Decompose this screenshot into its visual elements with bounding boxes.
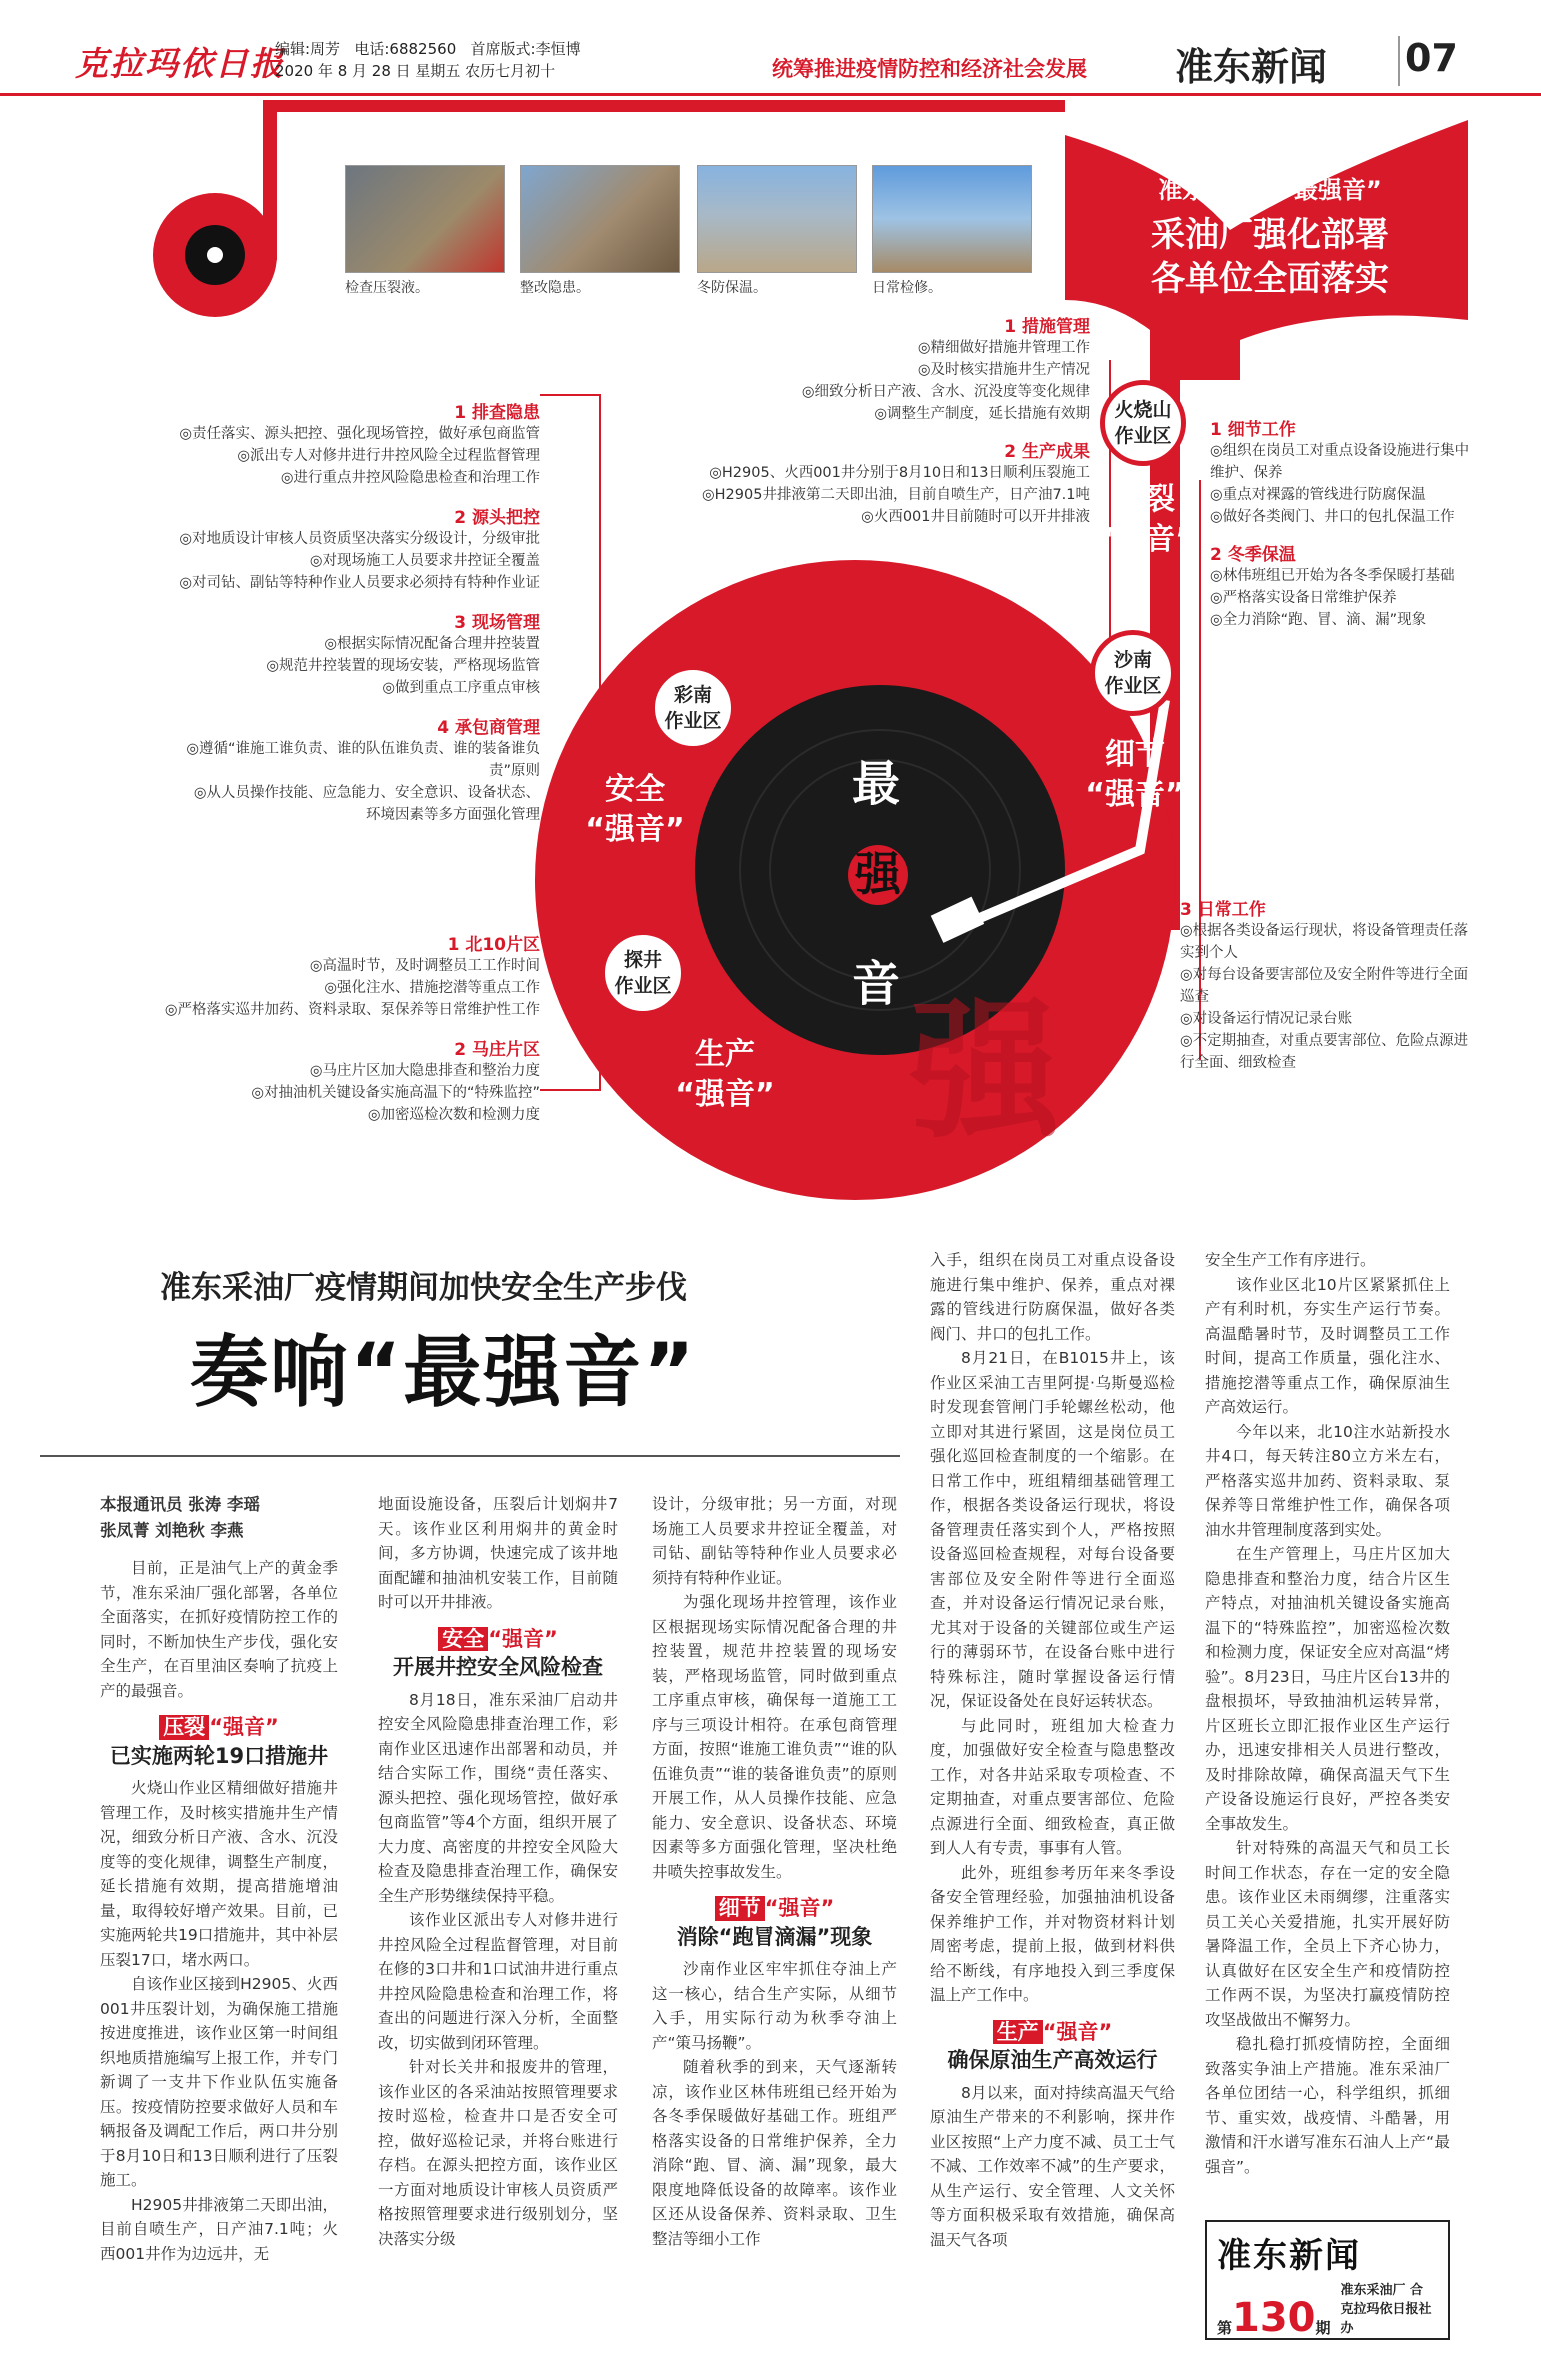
badge-issue-prefix: 第: [1217, 2319, 1233, 2337]
info-item: ◎根据各类设备运行现状，将设备管理责任落实到个人: [1180, 923, 1469, 961]
article-subtitle: 准东采油厂疫情期间加快安全生产步伐: [160, 1270, 687, 1306]
info-item: ◎全力消除“跑、冒、滴、漏”现象: [1210, 612, 1427, 628]
paragraph: 8月以来，面对持续高温天气给原油生产带来的不利影响，探井作业区按照“上产力度不减、员工士气不减、工作效率不减”的生产要求，从生产运行、安全管理、人文关怀等方面积极采取有效措施，确保高温天气各项: [930, 2083, 1175, 2249]
zone-shanan: 沙南 作业区: [1090, 630, 1176, 716]
heading-tail: “强音”: [764, 1896, 835, 1920]
photo-caption: 冬防保温。: [697, 280, 767, 296]
info-item: ◎加密巡检次数和检测力度: [367, 1107, 540, 1123]
info-item: ◎对司钻、副钻等特种作业人员要求必须持有特种作业证: [179, 575, 540, 591]
heading-tag: 压裂: [159, 1715, 209, 1740]
left-info-column: [30, 398, 540, 826]
info-item: ◎对设备运行情况记录台账: [1180, 1011, 1353, 1027]
info-title: 2 生产成果: [1004, 442, 1090, 462]
zone-tanjing: 探井 作业区: [600, 930, 686, 1016]
graphic-title-block: [1095, 170, 1445, 301]
info-title: 3 现场管理: [454, 613, 540, 633]
section-heading: [652, 1896, 897, 1949]
record-char: 音: [852, 956, 901, 1012]
phone: 电话:6882560: [354, 40, 457, 58]
article-column-3: [652, 1492, 897, 2251]
info-item: ◎做到重点工序重点审核: [382, 680, 540, 696]
info-item: ◎对地质设计审核人员资质坚决落实分级设计，分级审批: [179, 531, 540, 547]
proof-editor: 首席版式:李恒博: [470, 40, 581, 58]
photo-4: [872, 165, 1032, 273]
paragraph: 为强化现场井控管理，该作业区根据现场实际情况配备合理的井控装置，规范井控装置的现场安装，严格现场监管，同时做到重点工序重点审核，确保每一道施工工序与三项设计相符。在承包商管理方面，按照“谁施工谁负责”“谁的队伍谁负责”“谁的装备谁负责”的原则开展工作，从人员操作技能、应急能力、安全意识、设备状态、环境因素等多方面强化管理，坚决杜绝井喷失控事故发生。: [652, 1593, 897, 1881]
info-item: ◎对抽油机关键设备实施高温下的“特殊监控”: [251, 1085, 540, 1101]
info-item: ◎根据实际情况配备合理井控装置: [324, 636, 540, 652]
paragraph: 8月21日，在B1015井上，该作业区采油工吉里阿提·乌斯曼巡检时发现套管闸门手轮螺丝松动，他立即对其进行紧固，这是岗位员工强化巡回检查制度的一个缩影。在日常工作中，班组精细基础管理工作，根据各类设备运行现状，将设备管理责任落实到个人，严格按照设备巡回检查规程，对每台设备要害部位及安全附件等进行全面巡查，并对设备运行情况记录台账，尤其对于设备的关键部位或生产运行的薄弱环节，在设备台账中进行特殊标注，随时掌握设备运行情况，保证设备处在良好运转状态。: [930, 1349, 1175, 1710]
section-heading: [100, 1715, 338, 1768]
zone-cainan: 彩南 作业区: [650, 665, 736, 751]
info-title: 1 排查隐患: [454, 403, 540, 423]
badge-issue-suffix: 期: [1315, 2319, 1331, 2337]
info-item: ◎责任落实、源头把控、强化现场管控，做好承包商监管: [179, 426, 540, 442]
heading-tail: “强音”: [209, 1715, 279, 1739]
info-title: 2 源头把控: [454, 508, 540, 528]
info-group: [30, 713, 540, 826]
paragraph: H2905井排液第二天即出油，目前自喷生产，日产油7.1吨；火西001井作为边远井，无: [100, 2195, 338, 2263]
info-group: [60, 930, 540, 1021]
zone-label: 细节 “强音”: [1085, 737, 1185, 812]
info-item: ◎遵循“谁施工谁负责、谁的队伍谁负责、谁的装备谁负责”原则: [186, 741, 540, 779]
photo-2: [520, 165, 680, 273]
info-group: [1210, 540, 1480, 631]
paragraph: 目前，正是油气上产的黄金季节，准东采油厂强化部署，各单位全面落实，在抓好疫情防控工作的同时，不断加快生产步伐，强化安全生产，在百里油区奏响了抗疫上产的最强音。: [100, 1559, 338, 1700]
zone-huoshaoshan: 火烧山 作业区: [1100, 380, 1186, 466]
photo-1: [345, 165, 505, 273]
info-group: [1210, 415, 1480, 528]
right-info-column: [1210, 415, 1480, 631]
info-title: 4 承包商管理: [437, 718, 540, 738]
paragraph: 地面设施设备，压裂后计划焖井7天。该作业区利用焖井的黄金时间，多方协调，快速完成了该井地面配罐和抽油机安装工作，目前随时可以开井排液。: [378, 1495, 618, 1611]
info-item: ◎调整生产制度，延长措施有效期: [874, 406, 1090, 422]
heading-sub: 开展井控安全风险检查: [393, 1655, 603, 1679]
info-item: ◎从人员操作技能、应急能力、安全意识、设备状态、环境因素等多方面强化管理: [193, 785, 540, 823]
badge-issue: [1217, 2281, 1438, 2341]
byline: 本报通讯员 张涛 李瑶 张凤菁 刘艳秋 李燕: [100, 1495, 260, 1540]
info-title: 1 北10片区: [447, 935, 540, 955]
info-title: 2 冬季保温: [1210, 545, 1296, 565]
paragraph: 针对长关井和报废井的管理，该作业区的各采油站按照管理要求按时巡检，检查井口是否安全可控，做好巡检记录，并将台账进行存档。在源头把控方面，该作业区一方面对地质设计审核人员资质严格按照管理要求进行级别划分，坚决落实分级: [378, 2058, 618, 2248]
column-badge: [1205, 2220, 1450, 2340]
issue-date: 2020 年 8 月 28 日 星期五 农历七月初十: [275, 62, 556, 80]
paragraph: 8月18日，准东采油厂启动井控安全风险隐患排查治理工作，彩南作业区迅速作出部署和动员，并结合实际工作，围绕“责任落实、源头把控、强化现场管控，做好承包商监管”等4个方面，组织开展了大力度、高密度的井控安全风险大检查及隐患排查治理工作，确保安全生产形势继续保持平稳。: [378, 1690, 618, 1905]
graphic-title-top: 准东采油厂“最强音”: [1158, 176, 1382, 204]
left-info-column-2: [60, 930, 540, 1126]
info-item: ◎高温时节，及时调整员工工作时间: [309, 958, 540, 974]
info-item: ◎对每台设备要害部位及安全附件等进行全面巡查: [1180, 967, 1469, 1005]
info-item: ◎做好各类阀门、井口的包扎保温工作: [1210, 509, 1455, 525]
record-char: 最: [852, 756, 901, 812]
info-group: [1180, 895, 1480, 1074]
photo-caption: 检查压裂液。: [345, 280, 429, 296]
info-group: [570, 312, 1090, 425]
right-info-column-2: [1180, 895, 1480, 1074]
article-column-2: [378, 1492, 618, 2251]
article-title: 奏响“最强音”: [190, 1328, 697, 1418]
info-item: ◎马庄片区加大隐患排查和整治力度: [309, 1063, 540, 1079]
paragraph: 今年以来，北10注水站新投水井4口，每天转注80立方米左右，严格落实巡井加药、资料录取、泵保养等日常维护性工作，确保各项油水井管理制度落到实处。: [1205, 1422, 1450, 1539]
center-info-column: [570, 312, 1090, 528]
info-item: ◎派出专人对修井进行井控风险全过程监督管理: [237, 448, 540, 464]
record-char: 强: [848, 845, 908, 905]
badge-org: 准东采油厂 合 克拉玛依日报社 办: [1340, 2283, 1432, 2336]
editor: 编辑:周芳: [275, 40, 341, 58]
info-item: ◎严格落实巡井加药、资料录取、泵保养等日常维护性工作: [164, 1002, 540, 1018]
background-char: 强: [910, 985, 1061, 1159]
paragraph: 与此同时，班组加大检查力度，加强做好安全检查与隐患整改工作，对各井站采取专项检查、不定期抽查，对重点要害部位、危险点源进行全面、细致检查，真正做到人人有专责，事事有人管。: [930, 1716, 1175, 1857]
info-item: ◎规范井控装置的现场安装，严格现场监管: [266, 658, 540, 674]
paragraph: 稳扎稳打抓疫情防控，全面细致落实争油上产措施。准东采油厂各单位团结一心，科学组织，抓细节、重实效，战疫情、斗酷暑，用激情和汗水谱写准东石油人上产“最强音”。: [1205, 2035, 1450, 2176]
article-column-1: [100, 1492, 338, 2266]
paragraph: 沙南作业区牢牢抓住夺油上产这一核心，结合生产实际，从细节入手，用实际行动为秋季夺油上产“策马扬鞭”。: [652, 1960, 897, 2052]
page-header: [0, 0, 1541, 95]
info-title: 1 措施管理: [1004, 317, 1090, 337]
info-group: [30, 503, 540, 594]
photo-caption: 整改隐患。: [520, 280, 590, 296]
heading-sub: 确保原油生产高效运行: [947, 2048, 1158, 2072]
info-item: ◎强化注水、措施挖潜等重点工作: [324, 980, 540, 996]
title-rule: [40, 1455, 900, 1457]
paragraph: 在生产管理上，马庄片区加大隐患排查和整治力度，结合片区生产特点，对抽油机关键设备实施高温下的“特殊监控”，加密巡检次数和检测力度，保证安全应对高温“烤验”。8月23日，马庄片区台13井的盘根损坏，导致抽油机运转异常，片区班长立即汇报作业区生产运行办，迅速安排相关人员进行整改，及时排除故障，确保高温天气下生产设备设施运行良好，严控各类安全事故发生。: [1205, 1545, 1450, 1833]
heading-tag: 安全: [438, 1627, 488, 1652]
info-item: ◎林伟班组已开始为各冬季保暖打基础: [1210, 568, 1455, 584]
heading-tag: 生产: [993, 2020, 1043, 2045]
info-item: ◎及时核实措施井生产情况: [917, 362, 1090, 378]
heading-sub: 消除“跑冒滴漏”现象: [676, 1924, 873, 1949]
note-center: [207, 247, 223, 263]
header-meta: [275, 38, 695, 82]
info-item: ◎H2905、火西001井分别于8月10日和13日顺利压裂施工: [709, 465, 1090, 481]
info-item: ◎对现场施工人员要求井控证全覆盖: [309, 553, 540, 569]
info-group: [570, 437, 1090, 528]
paragraph: 自该作业区接到H2905、火西001井压裂计划，为确保施工措施按进度推进，该作业区第一时间组织地质措施编写上报工作，并专门新调了一支井下作业队伍实施备压。按疫情防控要求做好人员和车辆报备及调配工作后，两口井分别于8月10日和13日顺利进行了压裂施工。: [100, 1975, 338, 2189]
badge-issue-number: 130: [1232, 2295, 1316, 2341]
heading-tag: 细节: [715, 1896, 765, 1921]
header-slogan: 统筹推进疫情防控和经济社会发展: [772, 57, 1087, 81]
info-title: 3 日常工作: [1180, 900, 1266, 920]
heading-tail: “强音”: [1042, 2019, 1113, 2044]
paragraph: 设计，分级审批；另一方面，对现场施工人员要求井控证全覆盖，对司钻、副钻等特种作业人员要求必须持有特种作业证。: [652, 1495, 897, 1587]
article-column-4: [930, 1248, 1175, 2252]
info-item: ◎H2905井排液第二天即出油，目前自喷生产，日产油7.1吨: [701, 487, 1090, 503]
info-item: ◎严格落实设备日常维护保养: [1210, 590, 1397, 606]
info-item: ◎细致分析日产液、含水、沉没度等变化规律: [801, 384, 1090, 400]
photo-strip: [345, 165, 1045, 295]
paragraph: 该作业区派出专人对修井进行井控风险全过程监督管理，对目前在修的3口井和1口试油井进行重点井控风险隐患检查和治理工作，将查出的问题进行深入分析，全面整改，切实做到闭环管理。: [378, 1911, 618, 2052]
section-name: 准东新闻: [1175, 44, 1328, 89]
badge-title: 准东新闻: [1217, 2236, 1361, 2276]
graphic-vertical-label: 最强音: [283, 125, 311, 209]
paragraph: 针对特殊的高温天气和员工长时间工作状态，存在一定的安全隐患。该作业区未雨绸缪，注重落实员工关心关爱措施，扎实开展好防暑降温工作，全员上下齐心协力，认真做好在区安全生产和疫情防控工作两不误，为坚决打赢疫情防控攻坚战做出不懈努力。: [1205, 1839, 1450, 2029]
note-beam: [275, 100, 1065, 112]
info-title: 2 马庄片区: [454, 1040, 540, 1060]
info-item: ◎进行重点井控风险隐患检查和治理工作: [280, 470, 540, 486]
info-group: [60, 1035, 540, 1126]
zone-label: 生产 “强音”: [675, 1037, 775, 1112]
newspaper-logo: 克拉玛依日报: [75, 44, 285, 83]
header-divider: [1398, 36, 1400, 86]
note-stem: [263, 100, 277, 260]
zone-label: 安全 “强音”: [585, 772, 685, 847]
info-group: [30, 608, 540, 699]
info-item: ◎组织在岗员工对重点设备设施进行集中维护、保养: [1210, 443, 1470, 481]
paragraph: 火烧山作业区精细做好措施井管理工作，及时核实措施井生产情况，细致分析日产液、含水、沉没度等的变化规律，调整生产制度，延长措施有效期，提高措施增油量，取得较好增产效果。目前，已实施两轮共19口措施井，其中补层压裂17口，堵水两口。: [100, 1779, 338, 1969]
paragraph: 随着秋季的到来，天气逐渐转凉，该作业区林伟班组已经开始为各冬季保暖做好基础工作。班组严格落实设备的日常维护保养，全力消除“跑、冒、滴、漏”现象，最大限度地降低设备的故障率。该作业区还从设备保养、资料录取、卫生整洁等细小工作: [652, 2058, 897, 2248]
section-heading: [930, 2020, 1175, 2073]
heading-tail: “强音”: [488, 1626, 558, 1651]
photo-caption: 日常检修。: [872, 280, 942, 296]
section-heading: [378, 1627, 618, 1680]
page-number: 07: [1405, 36, 1458, 80]
graphic-title-main: 采油厂强化部署 各单位全面落实: [1151, 215, 1389, 299]
info-title: 1 细节工作: [1210, 420, 1296, 440]
paragraph: 安全生产工作有序进行。: [1205, 1251, 1376, 1269]
info-item: ◎火西001井目前随时可以开井排液: [861, 509, 1090, 525]
info-item: ◎精细做好措施井管理工作: [917, 340, 1090, 356]
heading-sub: 已实施两轮19口措施井: [109, 1743, 329, 1768]
info-item: ◎重点对裸露的管线进行防腐保温: [1210, 487, 1426, 503]
zone-label: 压裂 “强音”: [1095, 482, 1195, 557]
info-item: ◎不定期抽查，对重点要害部位、危险点源进行全面、细致检查: [1180, 1033, 1469, 1071]
article-column-5: [1205, 1248, 1450, 2179]
paragraph: 入手，组织在岗员工对重点设备设施进行集中维护、保养，重点对裸露的管线进行防腐保温，做好各类阀门、井口的包扎工作。: [930, 1251, 1175, 1343]
photo-3: [697, 165, 857, 273]
paragraph: 此外，班组参考历年来冬季设备安全管理经验，加强抽油机设备保养维护工作，并对物资材料计划周密考虑，提前上报，做到材料供给不断线，有序地投入到三季度保温上产工作中。: [930, 1863, 1175, 2004]
info-group: [30, 398, 540, 489]
paragraph: 该作业区北10片区紧紧抓住上产有利时机，夯实生产运行节奏。高温酷暑时节，及时调整员工工作时间，提高工作质量，强化注水、措施挖潜等重点工作，确保原油生产高效运行。: [1205, 1275, 1450, 1416]
